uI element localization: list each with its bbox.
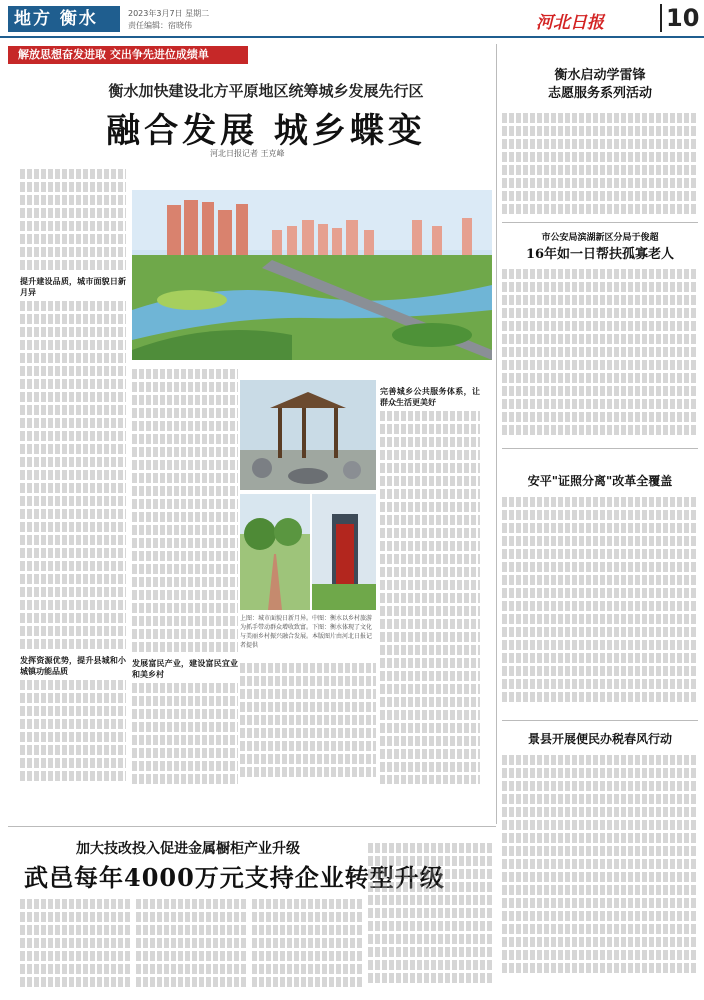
city-skyline-image [132,190,492,360]
memorial-gate-image [312,494,376,610]
column-banner: 解放思想奋发进取 交出争先进位成绩单 [8,46,248,64]
main-article-title: 融合发展 城乡蝶变 [106,111,426,151]
city-skyline-photo [132,190,492,360]
right-article-1-title2: 志愿服务系列活动 [547,86,652,101]
section-heading: 完善城乡公共服务体系，让群众生活更美好 [380,387,480,407]
lower-article-column-2 [136,896,246,992]
right-article-4-body [502,752,698,992]
village-road-photo [240,494,310,610]
pavilion-photo [240,380,376,490]
right-article-2-title: 16年如一日帮扶孤寡老人 [525,247,675,262]
main-article-column-4 [240,660,376,784]
pavilion-image [240,380,376,490]
right-article-3-title: 安平"证照分离"改革全覆盖 [527,474,673,488]
section-title: 地方 衡水 [8,6,120,32]
main-article-column-3 [380,380,480,784]
page-number: 10 [660,4,699,32]
right-article-3-body [502,494,698,712]
main-article-column-2 [132,366,238,784]
right-article-2-body [502,266,698,440]
main-article-byline: 河北日报记者 王克峰 [210,149,285,158]
article-divider [502,720,698,721]
main-article-column-1 [20,166,126,784]
lower-article-title: 武邑每年4000万元支持企业转型升级 [24,863,445,892]
section-divider [8,826,496,827]
village-road-image [240,494,310,610]
lower-article-column-3 [252,896,362,992]
newspaper-logo: 河北日报 [536,13,604,33]
right-article-1-title: 衡水启动学雷锋 [554,68,646,83]
article-divider [502,222,698,223]
memorial-gate-photo [312,494,376,610]
lower-article-column-1 [20,896,130,992]
photo-caption: 上图：城市面貌日新月异。中图：衡水以乡村旅游为抓手带动群众增收致富。下图：衡水体现了文化与美丽乡村振兴融合发展。本版图片由河北日报记者提供 [240,615,373,649]
section-heading: 发展富民产业，建设富民宜业和美乡村 [132,659,238,679]
page-header [0,0,704,38]
right-article-4-title: 景县开展便民办税春风行动 [527,732,672,746]
issue-date: 2023年3月7日 星期二 [128,9,210,18]
lower-article-subtitle: 加大技改投入促进金属橱柜产业升级 [76,841,300,857]
lower-article-column-4 [368,840,494,992]
column-divider [496,44,497,824]
main-article-subtitle: 衡水加快建设北方平原地区统筹城乡发展先行区 [108,82,424,100]
right-article-2-kicker: 市公安局滨湖新区分局于俊超 [541,233,659,243]
article-divider [502,448,698,449]
right-article-1-body [502,110,698,214]
section-heading: 发挥资源优势，提升县城和小城镇功能品质 [20,656,126,676]
editor-line: 责任编辑：宿晓伟 [128,21,192,30]
section-heading: 提升建设品质，城市面貌日新月异 [20,277,126,297]
